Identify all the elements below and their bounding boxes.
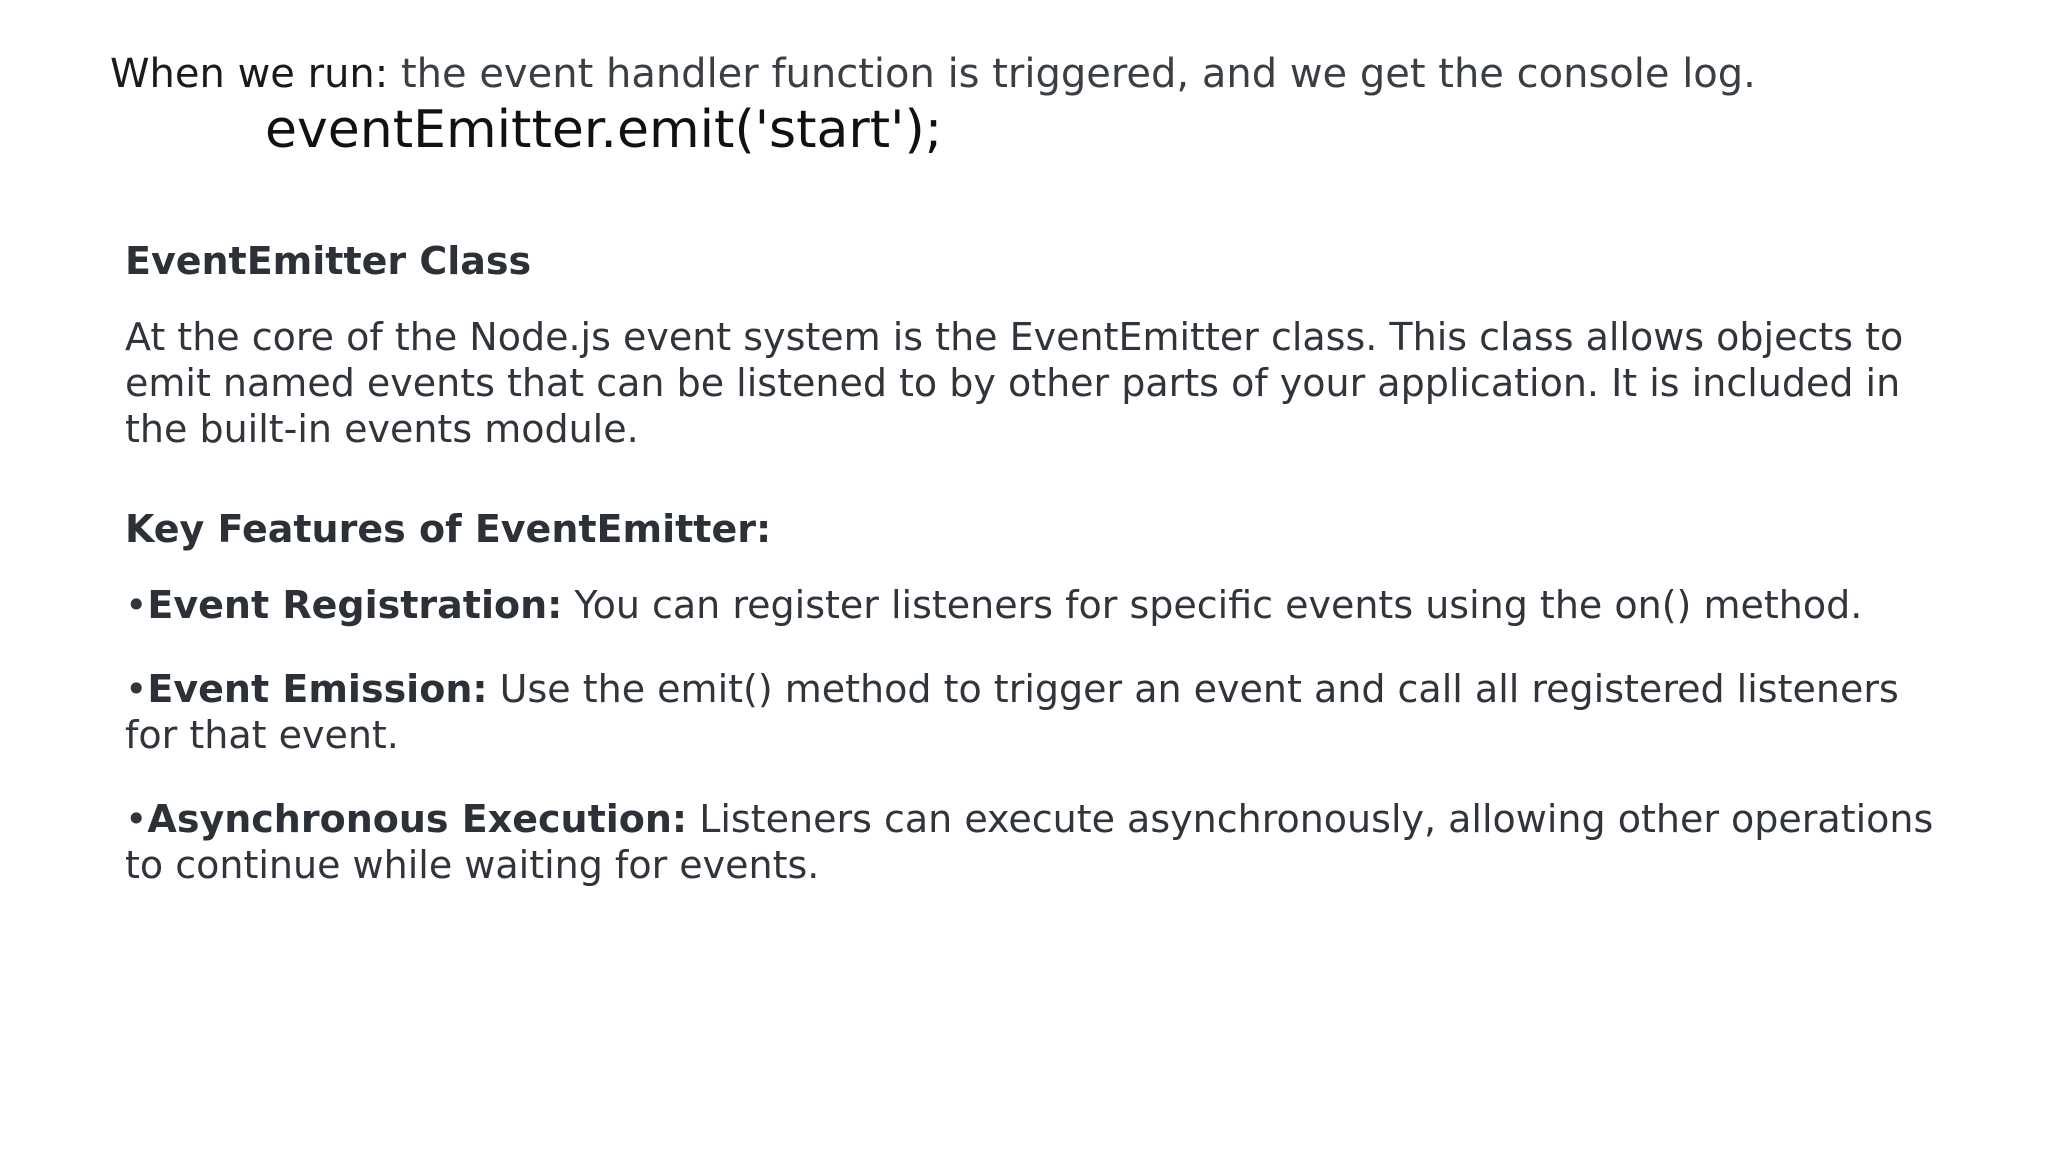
- bullet-dot: •: [125, 583, 148, 627]
- section-paragraph: At the core of the Node.js event system is the EventEmitter class. This class allows objects to emit named events that can be listened to by other parts of your application. It is included in the built-in events module.: [125, 315, 1904, 451]
- feature-text: Listeners can execute asynchronously, allowing other operations to continue while waiting for events.: [125, 797, 1934, 887]
- feature-term: Event Emission:: [147, 667, 488, 711]
- section-heading: EventEmitter Class: [125, 239, 532, 283]
- feature-term: Asynchronous Execution:: [147, 797, 688, 841]
- intro-lead: When we run:: [110, 51, 389, 97]
- features-heading: Key Features of EventEmitter:: [125, 507, 772, 551]
- feature-item-async: [125, 796, 1945, 888]
- intro-text: the event handler function is triggered, and we get the console log.: [388, 51, 1756, 97]
- feature-item-emission: [125, 666, 1945, 758]
- bullet-dot: •: [125, 667, 148, 711]
- feature-text: You can register listeners for specific events using the on() method.: [562, 583, 1863, 627]
- code-example: eventEmitter.emit('start');: [265, 100, 943, 160]
- bullet-dot: •: [125, 797, 148, 841]
- feature-item-registration: [125, 582, 1945, 628]
- intro-line: [110, 46, 1756, 102]
- content-body: [125, 232, 1945, 888]
- feature-term: Event Registration:: [147, 583, 563, 627]
- feature-text: Use the emit() method to trigger an event and call all registered listeners for that event.: [125, 667, 1899, 757]
